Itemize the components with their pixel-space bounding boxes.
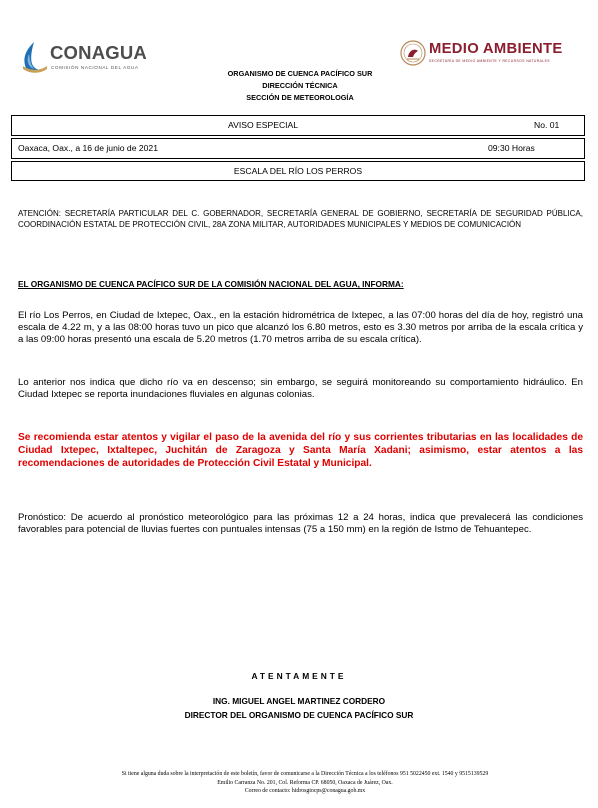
organization-heading — [150, 68, 450, 104]
signer-position: DIRECTOR DEL ORGANISMO DE CUENCA PACÍFICO SUR — [184, 710, 414, 720]
footer-contact-line: Si tiene alguna duda sobre la interpretación de este boletín, favor de comunicarse a la Dirección Técnica a los teléfonos 951 5022450 ext. 1540 y 9515139529 — [121, 771, 489, 777]
conagua-logo — [20, 38, 170, 80]
mexico-seal-icon — [400, 40, 426, 66]
informs-heading: EL ORGANISMO DE CUENCA PACÍFICO SUR DE LA COMISIÓN NACIONAL DEL AGUA, INFORMA: — [18, 279, 404, 289]
conagua-logo-subtitle: COMISIÓN NACIONAL DEL AGUA — [51, 65, 139, 70]
forecast-paragraph: Pronóstico: De acuerdo al pronóstico meteorológico para las próximas 12 a 24 horas, indica que prevalecerá las condiciones favorables para potencial de lluvias fuertes con puntuales intensas (75 a 150 mm) en la región de Istmo de Tehuantepec. — [18, 512, 583, 535]
closing-text: ATENTAMENTE — [251, 671, 347, 681]
recommendation-paragraph: Se recomienda estar atentos y vigilar el paso de la avenida del río y sus corrientes tributarias en las localidades de Ciudad Ixtepec, Ixtaltepec, Juchitán de Zaragoza y Santa María Xadani; asimismo, estar atentos a las recomendaciones de autoridades de Protección Civil Estatal y Municipal. — [18, 432, 583, 469]
notice-date-box — [11, 138, 585, 159]
notice-time: 09:30 Horas — [488, 143, 535, 153]
river-level-paragraph: El río Los Perros, en Ciudad de Ixtepec, Oax., en la estación hidrométrica de Ixtepec, a las 07:00 horas del día de hoy, registró una escala de 4.22 m, y a las 08:00 horas tuvo un pico que alcanzó los 6.80 metros, esto es 3.30 metros por arriba de la escala crítica y a las 09:00 horas presentó una escala de 5.20 metros (1.70 metros arriba de su escala crítica). — [18, 310, 583, 345]
notice-type-box — [11, 115, 585, 136]
footer-address-line: Emilio Carranza No. 201, Col. Reforma CP. 68050, Oaxaca de Juárez, Oax. — [217, 779, 393, 786]
notice-title: ESCALA DEL RÍO LOS PERROS — [233, 166, 363, 176]
footer — [60, 770, 550, 796]
semarnat-logo-subtitle: SECRETARÍA DE MEDIO AMBIENTE Y RECURSOS NATURALES — [429, 59, 550, 63]
footer-email-line: Correo de contacto: hidrosgtocps@conagua.gob.mx — [244, 788, 366, 795]
conagua-logo-icon — [20, 40, 48, 76]
conagua-logo-name: CONAGUA — [50, 42, 147, 63]
org-line-2: DIRECCIÓN TÉCNICA — [262, 81, 338, 90]
river-trend-paragraph: Lo anterior nos indica que dicho río va en descenso; sin embargo, se seguirá monitoreando su comportamiento hidráulico. En Ciudad Ixtepec se reporta inundaciones fluviales en algunas colonias. — [18, 377, 583, 400]
org-line-1: ORGANISMO DE CUENCA PACÍFICO SUR — [227, 69, 373, 78]
notice-number: No. 01 — [534, 120, 560, 130]
attention-paragraph: ATENCIÓN: SECRETARÍA PARTICULAR DEL C. GOBERNADOR, SECRETARÍA GENERAL DE GOBIERNO, SECRETARÍA DE SEGURIDAD PÚBLICA, COORDINACIÓN ESTATAL DE PROTECCIÓN CIVIL, 28A ZONA MILITAR, AUTORIDADES MUNICIPALES Y MEDIOS DE COMUNICACIÓN — [18, 209, 583, 229]
notice-type: AVISO ESPECIAL — [228, 120, 299, 130]
notice-place-date: Oaxaca, Oax., a 16 de junio de 2021 — [18, 143, 158, 153]
signer-name: ING. MIGUEL ANGEL MARTINEZ CORDERO — [212, 696, 386, 706]
semarnat-logo-name: MEDIO AMBIENTE — [429, 41, 563, 57]
notice-title-box — [11, 161, 585, 181]
org-line-3: SECCIÓN DE METEOROLOGÍA — [246, 93, 354, 102]
